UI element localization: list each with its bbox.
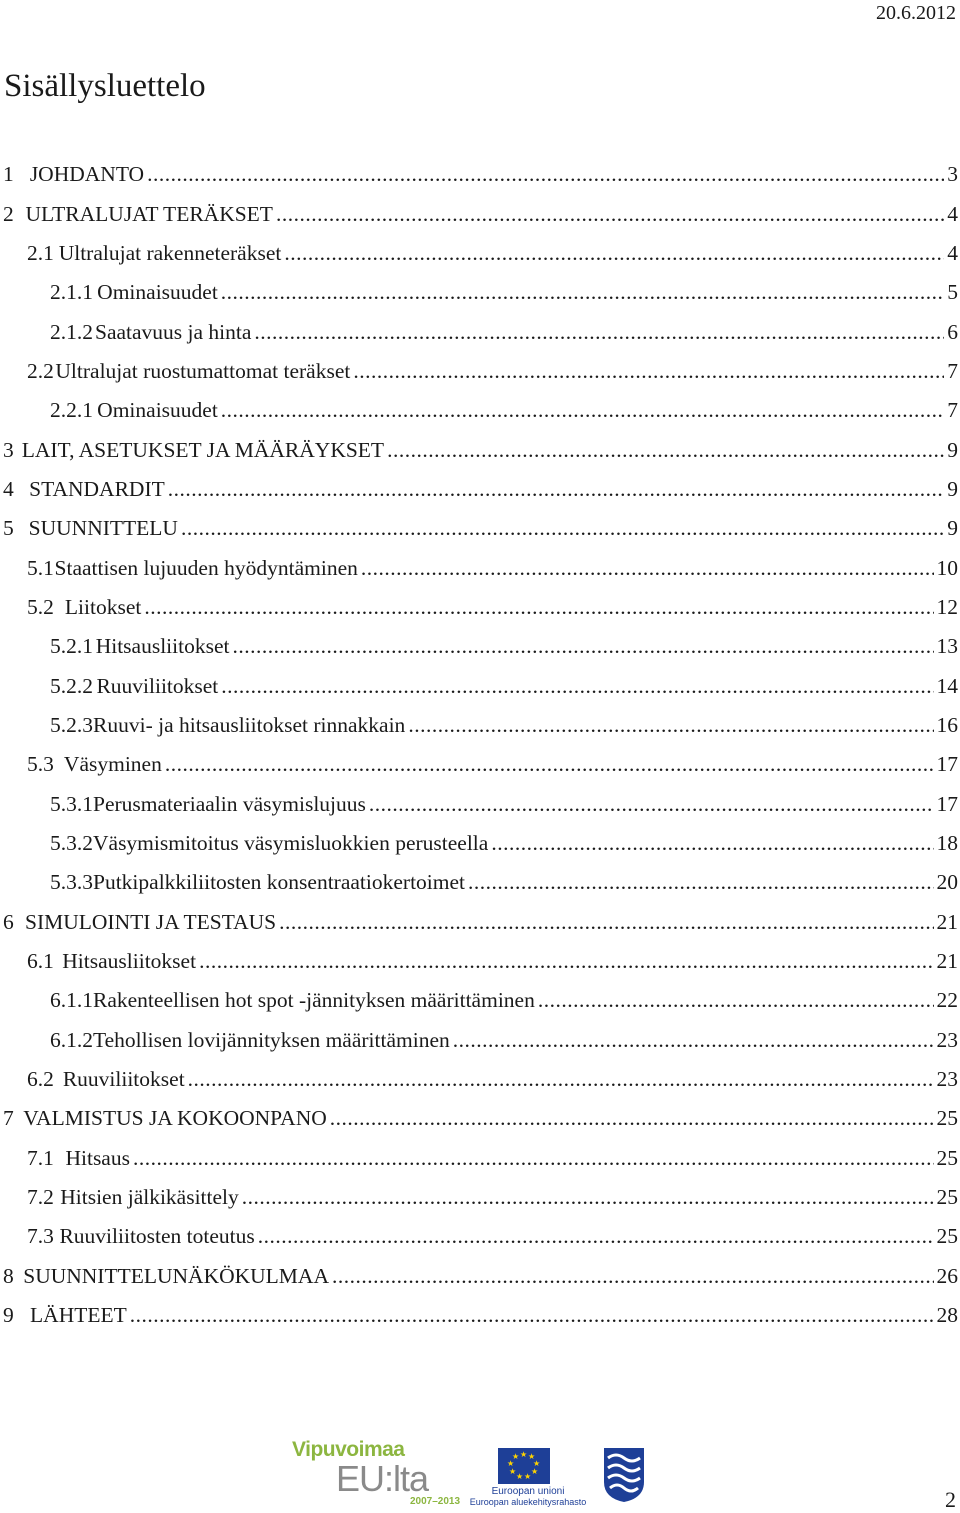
eu-text-2: Euroopan aluekehitysrahasto	[469, 1497, 587, 1507]
toc-leader-dots	[353, 359, 944, 384]
toc-entry-number: 2.2.1	[50, 398, 93, 423]
toc-entry-page: 26	[936, 1263, 958, 1288]
toc-entry-page: 4	[947, 240, 958, 265]
toc-entry-number: 6.1.1	[50, 988, 93, 1013]
toc-entry-title: Ultralujat ruostumattomat teräkset	[55, 358, 351, 383]
toc-leader-dots	[221, 674, 933, 699]
toc-entry-page: 10	[936, 555, 958, 580]
toc-entry-number: 2.1	[27, 240, 54, 265]
vipuvoimaa-text: Vipuvoimaa	[292, 1438, 405, 1461]
table-of-contents	[0, 155, 958, 1335]
toc-entry-page: 28	[936, 1303, 958, 1328]
toc-leader-dots	[133, 1146, 934, 1171]
toc-entry-number: 5.2.3	[50, 712, 93, 737]
toc-leader-dots	[258, 1224, 934, 1249]
toc-entry-page: 25	[936, 1106, 958, 1131]
toc-entry-number: 7.2	[27, 1185, 54, 1210]
toc-entry-page: 25	[936, 1145, 958, 1170]
toc-entry-number: 2	[3, 201, 14, 226]
toc-entry[interactable]	[0, 666, 958, 705]
toc-entry-title: Saatavuus ja hinta	[94, 319, 252, 344]
toc-entry[interactable]	[0, 1021, 958, 1060]
toc-entry-title: Ruuviliitokset	[96, 673, 219, 698]
toc-entry-title: Ultralujat rakenneteräkset	[58, 240, 282, 265]
toc-entry-page: 21	[936, 949, 958, 974]
toc-leader-dots	[199, 949, 933, 974]
toc-entry-page: 14	[936, 673, 958, 698]
toc-entry-title: SUUNNITTELUNÄKÖKULMAA	[23, 1263, 329, 1288]
toc-entry-page: 23	[936, 1027, 958, 1052]
toc-entry[interactable]	[0, 1178, 958, 1217]
toc-leader-dots	[165, 752, 934, 777]
header-date: 20.6.2012	[876, 2, 956, 24]
toc-entry-number: 5.3.2	[50, 831, 93, 856]
toc-entry[interactable]	[0, 1296, 958, 1335]
toc-entry[interactable]	[0, 627, 958, 666]
toc-entry-number: 8	[3, 1263, 14, 1288]
toc-entry-number: 5.3	[27, 752, 54, 777]
toc-leader-dots	[188, 1067, 934, 1092]
toc-entry[interactable]	[0, 234, 958, 273]
toc-entry-title: Väsyminen	[63, 752, 162, 777]
toc-entry[interactable]	[0, 194, 958, 233]
toc-entry-title: Hitsien jälkikäsittely	[60, 1185, 239, 1210]
eu-logo	[466, 1448, 590, 1507]
toc-entry-number: 1	[3, 162, 14, 187]
toc-entry-page: 25	[936, 1185, 958, 1210]
toc-leader-dots	[221, 398, 944, 423]
toc-leader-dots	[538, 988, 934, 1013]
eu-flag-icon: ★ ★ ★ ★ ★ ★ ★ ★ ★	[498, 1448, 550, 1484]
toc-entry-title: LAIT, ASETUKSET JA MÄÄRÄYKSET	[21, 437, 385, 462]
toc-leader-dots	[279, 910, 933, 935]
toc-leader-dots	[221, 280, 944, 305]
years-text: 2007–2013	[410, 1496, 461, 1507]
toc-entry-number: 6.1.2	[50, 1027, 93, 1052]
toc-entry-number: 9	[3, 1303, 14, 1328]
toc-entry[interactable]	[0, 1099, 958, 1138]
toc-leader-dots	[361, 556, 934, 581]
toc-leader-dots	[130, 1303, 934, 1328]
toc-entry-number: 3	[3, 437, 14, 462]
toc-entry-page: 3	[947, 162, 958, 187]
toc-leader-dots	[408, 713, 933, 738]
toc-entry-number: 2.1.2	[50, 319, 93, 344]
eu-text-1: Euroopan unioni	[491, 1486, 565, 1497]
toc-entry-title: Perusmateriaalin väsymislujuus	[93, 791, 366, 816]
toc-entry-page: 22	[936, 988, 958, 1013]
toc-leader-dots	[254, 320, 944, 345]
toc-leader-dots	[453, 1028, 934, 1053]
toc-entry-page: 17	[936, 752, 958, 777]
toc-entry-page: 4	[947, 201, 958, 226]
toc-entry-number: 5.3.3	[50, 870, 93, 895]
toc-entry-title: Ruuviliitosten toteutus	[59, 1224, 255, 1249]
toc-leader-dots	[168, 477, 945, 502]
toc-entry-page: 12	[936, 594, 958, 619]
toc-entry-title: Väsymismitoitus väsymisluokkien perusteella	[93, 831, 489, 856]
toc-entry-title: Ominaisuudet	[97, 398, 218, 423]
toc-leader-dots	[491, 831, 933, 856]
toc-entry-number: 6	[3, 909, 14, 934]
toc-entry[interactable]	[0, 785, 958, 824]
toc-entry-page: 23	[936, 1067, 958, 1092]
toc-entry[interactable]	[0, 391, 958, 430]
toc-entry-number: 6.2	[27, 1067, 54, 1092]
regional-coat-of-arms-icon	[602, 1446, 646, 1504]
toc-entry-page: 18	[936, 831, 958, 856]
toc-entry-number: 5.2	[27, 594, 54, 619]
toc-entry-title: Hitsausliitokset	[95, 634, 230, 659]
toc-leader-dots	[242, 1185, 934, 1210]
toc-entry[interactable]	[0, 981, 958, 1020]
toc-leader-dots	[232, 634, 933, 659]
toc-entry-number: 2.2	[27, 358, 54, 383]
toc-entry-page: 13	[936, 634, 958, 659]
toc-entry[interactable]	[0, 312, 958, 351]
toc-entry-title: Ruuviliitokset	[62, 1067, 185, 1092]
toc-entry[interactable]	[0, 548, 958, 587]
toc-entry-title: Ominaisuudet	[97, 280, 218, 305]
toc-entry-title: Liitokset	[64, 594, 142, 619]
toc-entry-number: 5.2.2	[50, 673, 93, 698]
toc-leader-dots	[387, 438, 944, 463]
toc-leader-dots	[468, 870, 933, 895]
toc-entry-title: Tehollisen lovijännityksen määrittäminen	[93, 1027, 450, 1052]
toc-entry[interactable]	[0, 863, 958, 902]
toc-entry-number: 5.3.1	[50, 791, 93, 816]
toc-entry-title: Putkipalkkiliitosten konsentraatiokertoimet	[93, 870, 466, 895]
toc-entry-page: 17	[936, 791, 958, 816]
toc-entry-number: 7.1	[27, 1145, 54, 1170]
toc-entry[interactable]	[0, 588, 958, 627]
toc-leader-dots	[181, 516, 944, 541]
toc-entry[interactable]	[0, 1217, 958, 1256]
page-number: 2	[945, 1487, 956, 1512]
toc-entry-title: ULTRALUJAT TERÄKSET	[25, 201, 273, 226]
toc-entry[interactable]	[0, 1139, 958, 1178]
toc-leader-dots	[330, 1106, 934, 1131]
toc-entry[interactable]	[0, 942, 958, 981]
toc-entry[interactable]	[0, 903, 958, 942]
toc-entry-title: SUUNNITTELU	[28, 516, 178, 541]
toc-entry-title: VALMISTUS JA KOKOONPANO	[23, 1106, 327, 1131]
toc-leader-dots	[332, 1264, 934, 1289]
toc-entry-title: STANDARDIT	[29, 476, 165, 501]
toc-entry[interactable]	[0, 273, 958, 312]
toc-leader-dots	[144, 595, 933, 620]
toc-entry-number: 6.1	[27, 949, 54, 974]
toc-entry-title: Staattisen lujuuden hyödyntäminen	[54, 555, 358, 580]
toc-entry-title: Hitsaus	[65, 1145, 130, 1170]
toc-entry-page: 9	[947, 516, 958, 541]
toc-entry-number: 7.3	[27, 1224, 54, 1249]
toc-entry-title: Ruuvi- ja hitsausliitokset rinnakkain	[93, 712, 406, 737]
toc-leader-dots	[276, 202, 944, 227]
toc-entry-page: 7	[947, 398, 958, 423]
toc-entry[interactable]	[0, 430, 958, 469]
toc-entry-page: 9	[947, 476, 958, 501]
toc-entry-page: 9	[947, 437, 958, 462]
toc-entry[interactable]	[0, 706, 958, 745]
toc-entry-number: 4	[3, 476, 14, 501]
toc-entry-page: 25	[936, 1224, 958, 1249]
vipuvoimaa-logo	[292, 1438, 460, 1507]
toc-entry-page: 6	[947, 319, 958, 344]
toc-entry-title: SIMULOINTI JA TESTAUS	[25, 909, 277, 934]
toc-entry[interactable]	[0, 1060, 958, 1099]
toc-leader-dots	[147, 162, 944, 187]
toc-entry-number: 5.1	[27, 555, 54, 580]
toc-entry-number: 7	[3, 1106, 14, 1131]
toc-entry-title: LÄHTEET	[30, 1303, 127, 1328]
toc-entry[interactable]	[0, 1257, 958, 1296]
page-title: Sisällysluettelo	[4, 68, 206, 104]
toc-entry-page: 5	[947, 280, 958, 305]
toc-entry-title: Rakenteellisen hot spot -jännityksen määrittäminen	[93, 988, 535, 1013]
toc-entry-number: 5.2.1	[50, 634, 93, 659]
toc-entry[interactable]	[0, 352, 958, 391]
toc-leader-dots	[284, 241, 944, 266]
footer-logos	[292, 1438, 662, 1510]
toc-entry[interactable]	[0, 470, 958, 509]
toc-entry[interactable]	[0, 745, 958, 784]
toc-entry-page: 7	[947, 358, 958, 383]
eulta-text: EU:lta	[336, 1458, 429, 1499]
toc-entry-number: 5	[3, 516, 14, 541]
toc-entry-page: 20	[936, 870, 958, 895]
toc-entry[interactable]	[0, 509, 958, 548]
toc-entry-title: JOHDANTO	[29, 162, 145, 187]
toc-entry-page: 21	[936, 909, 958, 934]
toc-entry-number: 2.1.1	[50, 280, 93, 305]
toc-entry-page: 16	[936, 712, 958, 737]
toc-entry[interactable]	[0, 824, 958, 863]
toc-leader-dots	[369, 792, 934, 817]
toc-entry-title: Hitsausliitokset	[62, 949, 197, 974]
toc-entry[interactable]	[0, 155, 958, 194]
